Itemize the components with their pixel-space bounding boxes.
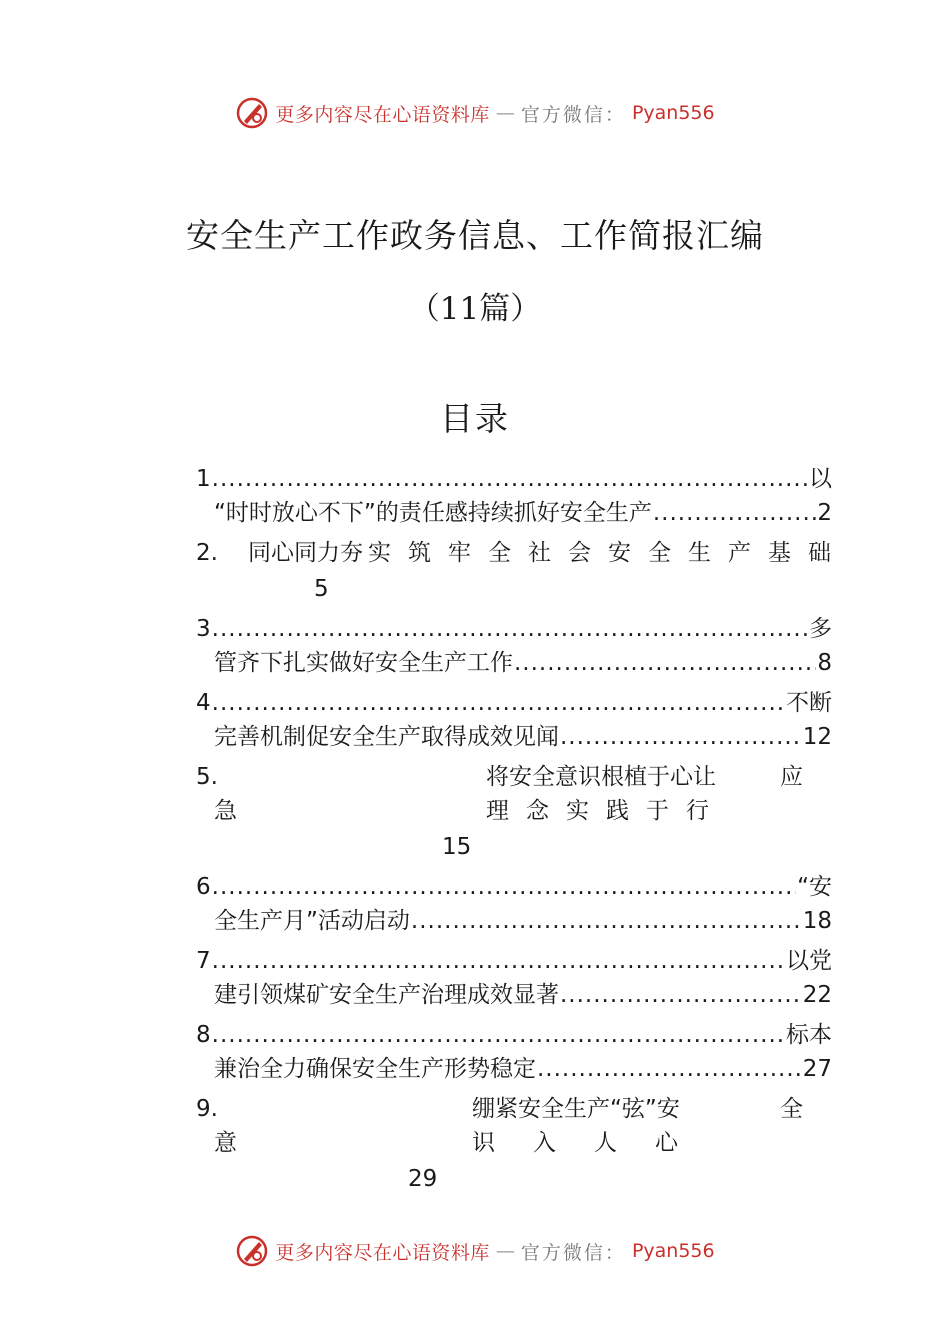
toc-title: 完善机制促安全生产取得成效见闻 bbox=[214, 724, 559, 750]
document-subtitle: （11篇） bbox=[408, 291, 542, 327]
watermark-separator: — bbox=[495, 102, 515, 124]
toc-title-wrap: 急 bbox=[214, 798, 237, 824]
watermark-label: 官方微信： bbox=[520, 1241, 626, 1264]
watermark-wechat-id: Pyan556 bbox=[631, 102, 715, 124]
toc-entry-9[interactable] bbox=[196, 1092, 832, 1126]
toc-entry-8[interactable] bbox=[196, 1018, 832, 1052]
toc-entry-6[interactable] bbox=[196, 870, 832, 904]
toc-leader-dots bbox=[212, 1018, 785, 1052]
toc-title: 全生产月”活动启动 bbox=[214, 908, 410, 934]
toc-number: 5. bbox=[196, 764, 218, 790]
toc-page: 12 bbox=[802, 724, 832, 750]
toc-number: 3 bbox=[196, 616, 211, 642]
toc-entry-1[interactable] bbox=[196, 462, 832, 496]
toc-leader-dots bbox=[514, 646, 816, 680]
toc-title-spaced: 识入人心 bbox=[472, 1130, 716, 1156]
toc-heading: 目录 bbox=[440, 399, 510, 438]
toc-number: 6 bbox=[196, 874, 211, 900]
toc-title: 将安全意识根植于心让 bbox=[486, 764, 716, 790]
document-title: 安全生产工作政务信息、工作简报汇编 bbox=[186, 216, 764, 255]
toc-entry-1-cont[interactable] bbox=[214, 496, 832, 530]
toc-leader-dots bbox=[537, 1052, 802, 1086]
footer-watermark bbox=[0, 1234, 950, 1268]
toc-leader-dots bbox=[653, 496, 817, 530]
toc-title-spaced: 理念实践于行 bbox=[486, 798, 726, 824]
toc-leader-dots bbox=[560, 720, 802, 754]
toc-title: 同心同力夯 bbox=[248, 540, 363, 566]
toc-page: 18 bbox=[802, 908, 832, 934]
toc-entry-7[interactable] bbox=[196, 944, 832, 978]
toc-leader-dots bbox=[212, 944, 785, 978]
toc-entry-2[interactable] bbox=[196, 536, 848, 570]
toc-entry-5-cont[interactable] bbox=[196, 794, 832, 828]
toc-leader-dots bbox=[560, 978, 802, 1012]
toc-number: 2. bbox=[196, 540, 218, 566]
toc-title-end: 应 bbox=[780, 764, 803, 790]
toc-title: 建引领煤矿安全生产治理成效显著 bbox=[214, 982, 559, 1008]
watermark-text: 更多内容尽在心语资料库 bbox=[275, 1241, 490, 1264]
toc-page: 5 bbox=[314, 576, 329, 602]
toc-entry-6-cont[interactable] bbox=[214, 904, 832, 938]
toc-entry-3-cont[interactable] bbox=[214, 646, 832, 680]
toc-page: 8 bbox=[817, 650, 832, 676]
toc-entry-9-cont[interactable] bbox=[196, 1126, 832, 1160]
toc-number: 8 bbox=[196, 1022, 211, 1048]
toc-entry-2-page[interactable] bbox=[196, 572, 832, 606]
toc-entry-5[interactable] bbox=[196, 760, 832, 794]
toc-entry-5-page[interactable] bbox=[196, 830, 832, 864]
toc-title-spaced: 实筑牢全社会安全生产基础 bbox=[368, 540, 848, 566]
toc-entry-7-cont[interactable] bbox=[214, 978, 832, 1012]
toc-page: 2 bbox=[817, 500, 832, 526]
toc-number: 4 bbox=[196, 690, 211, 716]
toc-title-start: “安 bbox=[797, 874, 832, 900]
toc-leader-dots bbox=[411, 904, 802, 938]
toc-page: 15 bbox=[442, 834, 472, 860]
toc-title-start: 以党 bbox=[786, 948, 832, 974]
header-watermark bbox=[0, 96, 950, 130]
toc-title-start: 以 bbox=[809, 466, 832, 492]
toc-number: 7 bbox=[196, 948, 211, 974]
watermark-wechat-id: Pyan556 bbox=[631, 1240, 715, 1262]
toc-title-start: 标本 bbox=[786, 1022, 832, 1048]
toc-number: 9. bbox=[196, 1096, 218, 1122]
toc-title: 管齐下扎实做好安全生产工作 bbox=[214, 650, 513, 676]
toc-page: 22 bbox=[802, 982, 832, 1008]
toc-leader-dots bbox=[212, 870, 796, 904]
toc-title: “时时放心不下”的责任感持续抓好安全生产 bbox=[214, 500, 652, 526]
toc-title: 兼治全力确保安全生产形势稳定 bbox=[214, 1056, 536, 1082]
watermark-separator: — bbox=[495, 1240, 515, 1262]
toc-entry-4-cont[interactable] bbox=[214, 720, 832, 754]
pen-logo-icon bbox=[235, 1234, 269, 1268]
watermark-text: 更多内容尽在心语资料库 bbox=[275, 103, 490, 126]
toc-title-wrap: 意 bbox=[214, 1130, 237, 1156]
toc-title-start: 不断 bbox=[786, 690, 832, 716]
toc-page: 27 bbox=[802, 1056, 832, 1082]
toc-title-end: 全 bbox=[780, 1096, 803, 1122]
toc-entry-4[interactable] bbox=[196, 686, 832, 720]
toc-page: 29 bbox=[408, 1166, 438, 1192]
toc-entry-3[interactable] bbox=[196, 612, 832, 646]
toc-entry-8-cont[interactable] bbox=[214, 1052, 832, 1086]
toc-leader-dots bbox=[212, 612, 808, 646]
toc-leader-dots bbox=[212, 686, 785, 720]
toc-entry-9-page[interactable] bbox=[196, 1162, 832, 1196]
pen-logo-icon bbox=[235, 96, 269, 130]
toc-title: 绷紧安全生产“弦”安 bbox=[472, 1096, 680, 1122]
toc-title-start: 多 bbox=[809, 616, 832, 642]
toc-number: 1 bbox=[196, 466, 211, 492]
watermark-label: 官方微信： bbox=[520, 103, 626, 126]
toc-leader-dots bbox=[212, 462, 808, 496]
